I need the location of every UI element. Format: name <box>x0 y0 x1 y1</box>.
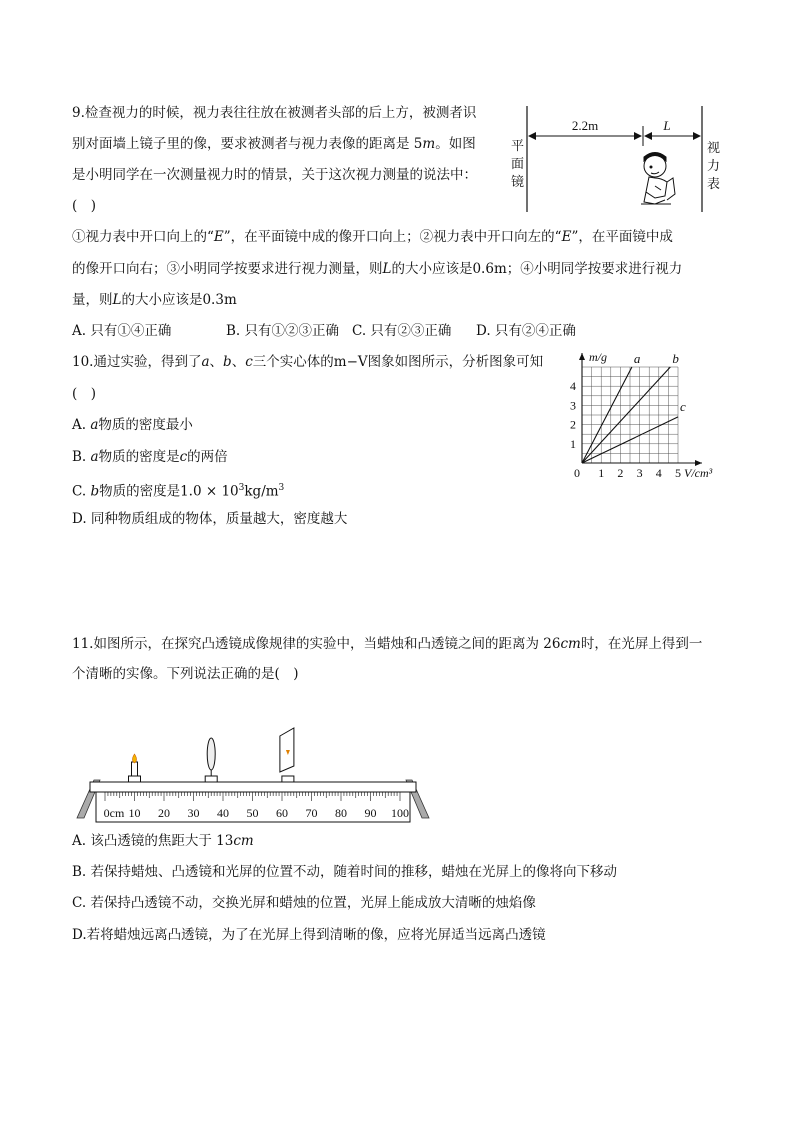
q10-letter: c <box>179 449 188 465</box>
x-tick-label: 0 <box>574 466 580 480</box>
q9-text: ”，在平面镜中成的像开口向上；②视力表中开口向左的“ <box>223 229 562 245</box>
q10-text: 物质的密度最小 <box>98 417 193 433</box>
q9-letter-l: L <box>382 261 392 277</box>
q10-line-1 <box>72 352 543 372</box>
ruler-label: 90 <box>364 806 377 820</box>
q10-exponent: 3 <box>238 483 245 493</box>
q9-statement-line-2 <box>72 259 682 279</box>
x-tick-label: 1 <box>598 466 605 480</box>
q10-option-d[interactable]: D. 同种物质组成的物体，质量越大，密度越大 <box>72 511 348 527</box>
q9-unit: m <box>422 136 436 152</box>
mv-chart <box>560 350 760 490</box>
q10-text: 三个实心体的m−V图象如图所示，分析图象可知 <box>252 354 544 370</box>
q11-option-b[interactable]: B. 若保持蜡烛、凸透镜和光屏的位置不动，随着时间的推移，蜡烛在光屏上的像将向下移动 <box>72 864 618 880</box>
y-tick-label: 1 <box>570 436 576 451</box>
mirror-label: 镜 <box>511 174 525 189</box>
q10-text: 10.通过实验，得到了 <box>72 354 202 370</box>
y-tick-label: 3 <box>570 398 576 413</box>
series-label-b: b <box>672 351 679 366</box>
q10-text: C. <box>72 483 87 500</box>
chart-label: 力 <box>707 158 721 173</box>
q10-text: B. <box>72 449 87 465</box>
q9-option-a[interactable]: A. 只有①④正确 <box>72 323 172 339</box>
lens-holder <box>205 776 217 782</box>
y-tick-label: 2 <box>570 417 576 432</box>
q10-answer-paren: ( ) <box>72 386 97 402</box>
y-axis-label: m/g <box>589 350 607 364</box>
ruler-label: 80 <box>335 806 347 820</box>
screen-holder <box>282 776 294 782</box>
q10-option-a[interactable] <box>72 415 193 435</box>
q9-text: ”，在平面镜中成 <box>571 229 673 245</box>
q11-option-a[interactable] <box>72 831 254 851</box>
q9-line-1: 9.检查视力的时候，视力表往往放在被测者头部的后上方，被测者识 <box>72 105 477 121</box>
q11-line-1 <box>72 634 702 654</box>
ruler-label: 50 <box>246 806 259 820</box>
q10-letter: a <box>90 417 99 433</box>
q10-option-c[interactable] <box>72 478 284 502</box>
bench-rail <box>90 782 416 792</box>
ruler-label: 30 <box>187 806 200 820</box>
q10-letter: c <box>245 354 253 370</box>
x-tick-label: 2 <box>617 466 624 480</box>
q9-line-2 <box>72 134 476 154</box>
q9-statement-line-1 <box>72 227 673 247</box>
q9-text: 别对面墙上镜子里的像，要求被测者与视力表像的距离是 5 <box>72 136 423 152</box>
q9-option-b[interactable]: B. 只有①②③正确 <box>226 323 340 339</box>
q11-text: A. 该凸透镜的焦距大于 13 <box>72 833 234 849</box>
q10-sep: 、 <box>231 354 246 370</box>
q10-letter: b <box>223 354 232 370</box>
q10-text: 物质的密度是1.0 × 10 <box>99 483 239 500</box>
x-axis-label: V/cm³ <box>684 466 713 480</box>
q10-letter: a <box>90 449 99 465</box>
q11-text: 时，在光屏上得到一 <box>580 636 703 652</box>
q9-text: 的像开口向右；③小明同学按要求进行视力测量，则 <box>72 261 383 277</box>
ruler-label: 40 <box>217 806 229 820</box>
ruler-label: 60 <box>276 806 288 820</box>
ruler-label: 70 <box>305 806 318 820</box>
q10-text: A. <box>72 417 87 433</box>
q9-text: ①视力表中开口向上的“ <box>72 229 214 245</box>
ruler-label: 100 <box>391 806 409 820</box>
q10-sep: 、 <box>209 354 224 370</box>
q9-text: 量，则 <box>72 292 113 308</box>
x-tick-label: 5 <box>675 466 681 480</box>
l-label: L <box>663 118 671 133</box>
x-tick-label: 3 <box>636 466 643 480</box>
q9-answer-paren: ( ) <box>72 198 97 214</box>
q9-letter-l: L <box>112 292 122 308</box>
ruler-label: 10 <box>128 806 141 820</box>
q11-option-c[interactable]: C. 若保持凸透镜不动，交换光屏和蜡烛的位置，光屏上能成放大清晰的烛焰像 <box>72 895 536 911</box>
candle-holder <box>129 776 141 782</box>
mirror-label: 面 <box>511 156 525 171</box>
q10-exponent: 3 <box>278 483 285 493</box>
q10-text: 物质的密度是 <box>98 449 180 465</box>
optical-bench <box>72 718 442 828</box>
q9-option-c[interactable]: C. 只有②③正确 <box>352 323 452 339</box>
q9-line-3: 是小明同学在一次测量视力时的情景，关于这次视力测量的说法中： <box>72 167 477 183</box>
candle-body <box>132 762 138 776</box>
q11-option-d[interactable]: D.若将蜡烛远离凸透镜，为了在光屏上得到清晰的像，应将光屏适当远离凸透镜 <box>72 927 546 943</box>
ruler-label: 20 <box>158 806 170 820</box>
q9-text: 。如图 <box>435 136 476 152</box>
x-tick-label: 4 <box>655 466 662 480</box>
q9-statement-line-3 <box>72 290 237 310</box>
q11-text: 11.如图所示，在探究凸透镜成像规律的实验中，当蜡烛和凸透镜之间的距离为 26 <box>72 636 561 652</box>
q11-line-2: 个清晰的实像。下列说法正确的是( ) <box>72 666 299 682</box>
q9-text: 的大小应该是0.6m；④小明同学按要求进行视力 <box>391 261 683 277</box>
series-label-c: c <box>680 398 686 414</box>
q10-text: 的两倍 <box>187 449 228 465</box>
q10-letter: a <box>201 354 210 370</box>
q9-letter-e: E <box>561 229 572 245</box>
q9-text: 的大小应该是0.3m <box>121 292 237 308</box>
candle-flame-icon <box>133 754 137 763</box>
series-label-a: a <box>633 351 641 366</box>
person-icon <box>641 153 675 205</box>
distance-label: 2.2m <box>571 118 599 133</box>
ruler-label: 0cm <box>103 806 125 820</box>
q9-figure <box>505 104 735 214</box>
q11-unit: cm <box>560 636 581 652</box>
q10-unit: kg/m <box>244 483 279 500</box>
chart-label: 视 <box>707 140 721 155</box>
mirror-label: 平 <box>511 138 525 153</box>
q10-option-b[interactable] <box>72 447 228 467</box>
q11-unit: cm <box>233 833 254 849</box>
q9-letter-e: E <box>213 229 224 245</box>
q9-option-d[interactable]: D. 只有②④正确 <box>476 323 576 339</box>
q10-letter: b <box>90 483 100 500</box>
y-tick-label: 4 <box>570 379 576 394</box>
chart-label: 表 <box>707 176 721 191</box>
y-axis-arrow <box>579 353 585 360</box>
convex-lens-icon <box>207 738 215 770</box>
